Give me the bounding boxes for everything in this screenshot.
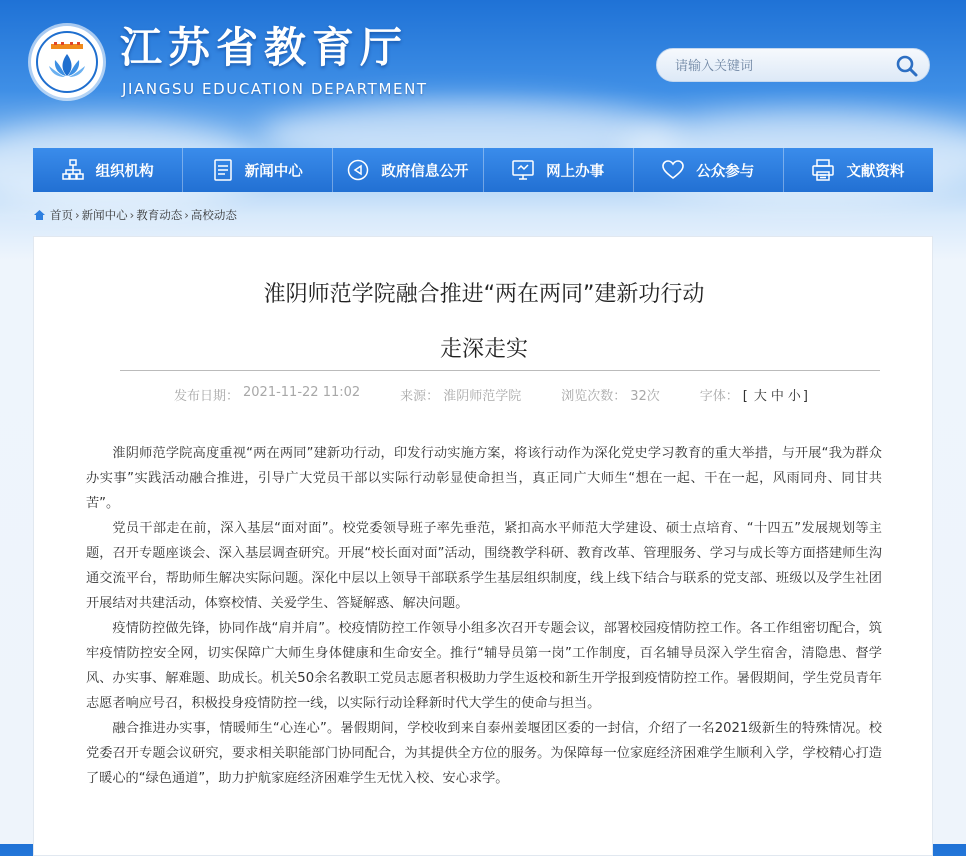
breadcrumb-education-news[interactable]: 教育动态 <box>136 208 183 222</box>
article-paragraph: 疫情防控做先锋，协同作战“肩并肩”。校疫情防控工作领导小组多次召开专题会议，部署校园疫情防控工作。各工作组密切配合，筑牢疫情防控安全网，切实保障广大师生身体健康和生命安全。推行“辅导员第一岗”工作制度，百名辅导员深入学生宿舍，清隐患、督学风、办实事、解难题、助成长。机关50余名教职工党员志愿者积极助力学生返校和新生开学报到疫情防控工作。暑假期间，学生党员青年志愿者响应号召，积极投身疫情防控一线，以实际行动诠释新时代大学生的使命与担当。 <box>86 621 882 711</box>
nav-label: 新闻中心 <box>244 163 303 180</box>
lotus-emblem-icon <box>45 42 89 82</box>
views-label: 浏览次数： <box>561 389 627 404</box>
publish-label: 发布日期： <box>174 389 240 404</box>
nav-label: 政府信息公开 <box>381 163 469 180</box>
nav-item-news[interactable] <box>183 148 333 192</box>
font-size-label: 字体： <box>699 389 739 404</box>
nav-label: 组织机构 <box>95 163 154 180</box>
monitor-icon <box>512 159 534 181</box>
article-paragraph: 淮阴师范学院高度重视“两在两同”建新功行动，印发行动实施方案，将该行动作为深化党史学习教育的重大举措，与开展“我为群众办实事”实践活动融合推进，引导广大党员干部以实际行动彰显使命担当，真正同广大师生“想在一起、干在一起，风雨同舟、同甘共苦”。 <box>86 446 882 511</box>
document-icon <box>213 159 233 181</box>
font-medium-button[interactable]: 中 <box>770 389 784 404</box>
breadcrumb-separator: › <box>129 208 135 222</box>
article-paragraph: 党员干部走在前，深入基层“面对面”。校党委领导班子率先垂范，紧扣高水平师范大学建设、硕士点培育、“十四五”发展规划等主题，召开专题座谈会、深入基层调查研究。开展“校长面对面”活动，围绕教学科研、教育改革、管理服务、学习与成长等方面搭建师生沟通交流平台，帮助师生解决实际问题。深化中层以上领导干部联系学生基层组织制度，线上线下结合与联系的党支部、班级以及学生社团开展结对共建活动，体察校情、关爱学生、答疑解惑、解决问题。 <box>86 521 882 611</box>
article-panel <box>33 236 933 856</box>
breadcrumb-university-news[interactable]: 高校动态 <box>190 208 237 222</box>
nav-label: 公众参与 <box>696 163 755 180</box>
breadcrumb-separator: › <box>184 208 189 222</box>
site-header <box>0 0 966 140</box>
nav-item-gov-info[interactable] <box>333 148 483 192</box>
views-count: 32次 <box>630 389 660 404</box>
article-body <box>86 441 882 791</box>
nav-item-organization[interactable] <box>33 148 183 192</box>
source-label: 来源： <box>400 389 440 404</box>
site-name-en: JIANGSU EDUCATION DEPARTMENT <box>122 80 428 98</box>
logo[interactable] <box>31 26 103 98</box>
source-value: 淮阴师范学院 <box>443 389 522 404</box>
font-large-button[interactable]: 大 <box>753 389 767 404</box>
nav-label: 网上办事 <box>546 163 605 180</box>
breadcrumb-news-center[interactable]: 新闻中心 <box>81 208 128 222</box>
speaker-icon <box>347 159 369 181</box>
printer-icon <box>812 159 834 181</box>
nav-item-public-participation[interactable] <box>634 148 784 192</box>
article-title-line1: 淮阴师范学院融合推进“两在两同”建新功行动 <box>263 282 705 307</box>
nav-label: 文献资料 <box>846 163 905 180</box>
main-nav <box>33 148 933 192</box>
article-title-line2: 走深走实 <box>439 337 528 362</box>
search-box <box>656 48 930 82</box>
article-meta <box>174 385 816 404</box>
heart-icon <box>662 160 684 180</box>
breadcrumb <box>33 207 237 223</box>
breadcrumb-home[interactable]: 首页 <box>50 208 73 222</box>
publish-date: 2021-11-22 11:02 <box>243 385 361 400</box>
font-small-button[interactable]: 小 <box>787 389 801 404</box>
font-bracket-close: ] <box>802 389 808 404</box>
nav-item-literature[interactable] <box>784 148 933 192</box>
search-input[interactable] <box>673 55 887 77</box>
article-paragraph: 融合推进办实事，情暖师生“心连心”。暑假期间，学校收到来自泰州姜堰团区委的一封信，介绍了一名2021级新生的特殊情况。校党委召开专题会议研究，要求相关职能部门协同配合，为其提供全方位的服务。为保障每一位家庭经济困难学生顺利入学，学校精心打造了暖心的“绿色通道”，助力护航家庭经济困难学生无忧入校、安心求学。 <box>86 721 882 786</box>
font-size-controls <box>743 385 812 404</box>
home-icon <box>33 209 46 221</box>
font-bracket-open: [ <box>742 389 748 404</box>
site-name: 江苏省教育厅 <box>120 23 409 72</box>
search-icon[interactable] <box>895 54 919 78</box>
title-divider <box>120 370 880 371</box>
nav-item-online-service[interactable] <box>484 148 634 192</box>
org-chart-icon <box>62 159 84 181</box>
breadcrumb-separator: › <box>75 208 80 222</box>
